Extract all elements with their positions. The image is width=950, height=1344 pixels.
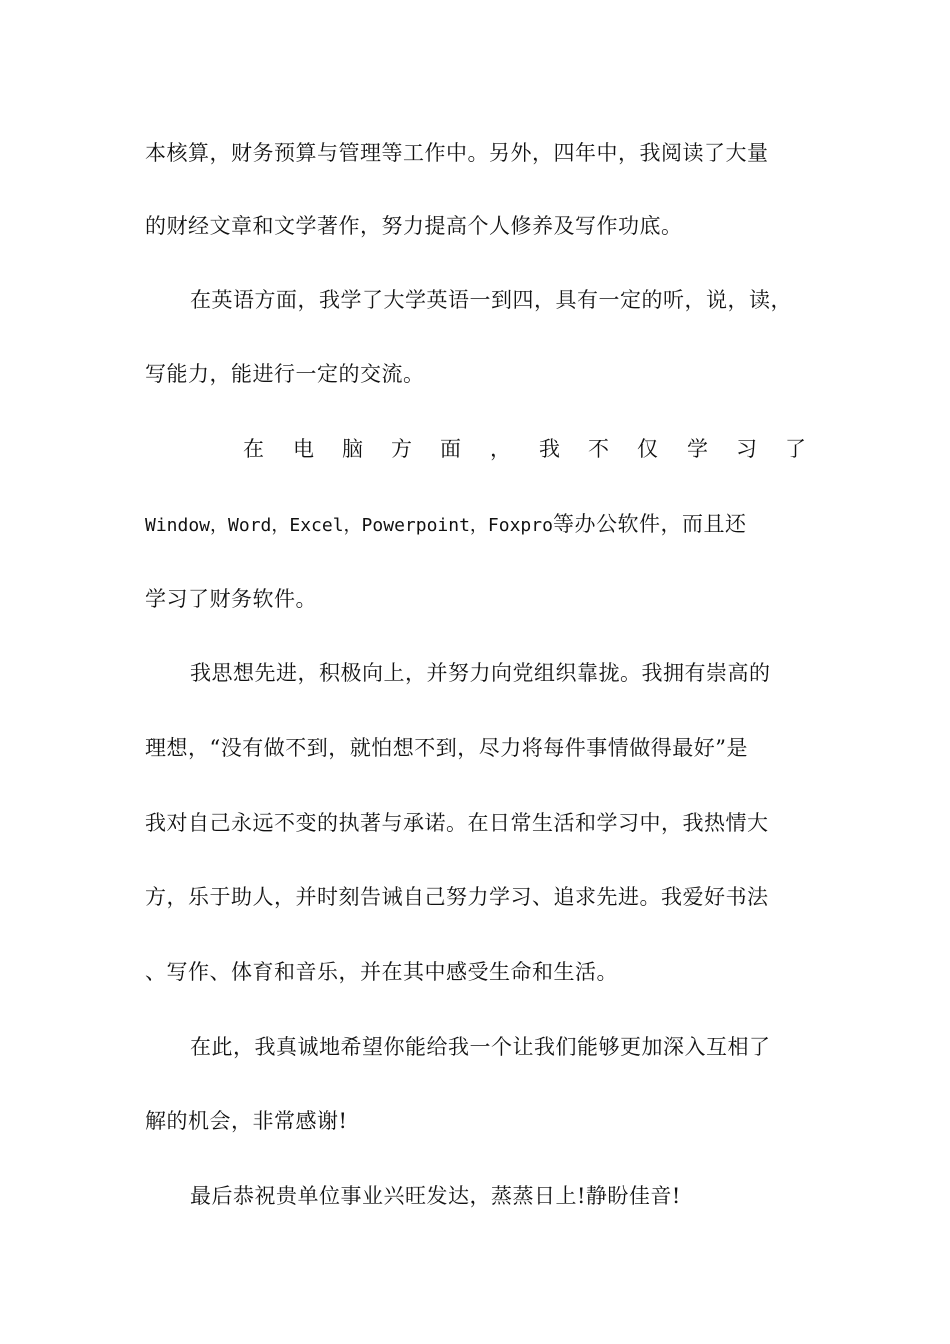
text-line-software	[145, 509, 746, 541]
text-line: 解的机会，非常感谢!	[145, 1109, 348, 1133]
spread-char: 学	[687, 437, 708, 461]
paragraph-ideals: 我思想先进，积极向上，并努力向党组织靠拢。我拥有崇高的	[190, 661, 771, 685]
text-line: 理想，“没有做不到，就怕想不到，尽力将每件事情做得最好”是	[145, 736, 748, 760]
spread-char: 脑	[342, 437, 363, 461]
spread-char: 电	[293, 437, 314, 461]
software-names: Window，Word，Excel，Powerpoint，Foxpro	[145, 515, 553, 536]
spread-char: 习	[736, 437, 757, 461]
software-rest: 等办公软件，而且还	[552, 512, 747, 536]
paragraph-english: 在英语方面，我学了大学英语一到四，具有一定的听，说，读，	[190, 288, 792, 312]
spread-char: 仅	[637, 437, 658, 461]
spread-char: 了	[785, 437, 806, 461]
spread-char: 我	[539, 437, 560, 461]
spread-char: 不	[588, 437, 609, 461]
text-line: 的财经文章和文学著作，努力提高个人修养及写作功底。	[145, 214, 683, 238]
spread-char: 方	[391, 437, 412, 461]
text-line: 本核算，财务预算与管理等工作中。另外，四年中，我阅读了大量	[145, 141, 769, 165]
spread-char: ，	[490, 437, 511, 461]
text-line: 学习了财务软件。	[145, 587, 317, 611]
spread-char: 面	[440, 437, 461, 461]
text-line: 、写作、体育和音乐，并在其中感受生命和生活。	[145, 960, 618, 984]
spread-char: 在	[243, 437, 264, 461]
text-line: 方，乐于助人，并时刻告诫自己努力学习、追求先进。我爱好书法	[145, 885, 769, 909]
paragraph-hope: 在此，我真诚地希望你能给我一个让我们能够更加深入互相了	[190, 1035, 771, 1059]
text-line: 我对自己永远不变的执著与承诺。在日常生活和学习中，我热情大	[145, 811, 769, 835]
paragraph-closing: 最后恭祝贵单位事业兴旺发达，蒸蒸日上!静盼佳音!	[190, 1184, 681, 1208]
text-line: 写能力，能进行一定的交流。	[145, 362, 425, 386]
